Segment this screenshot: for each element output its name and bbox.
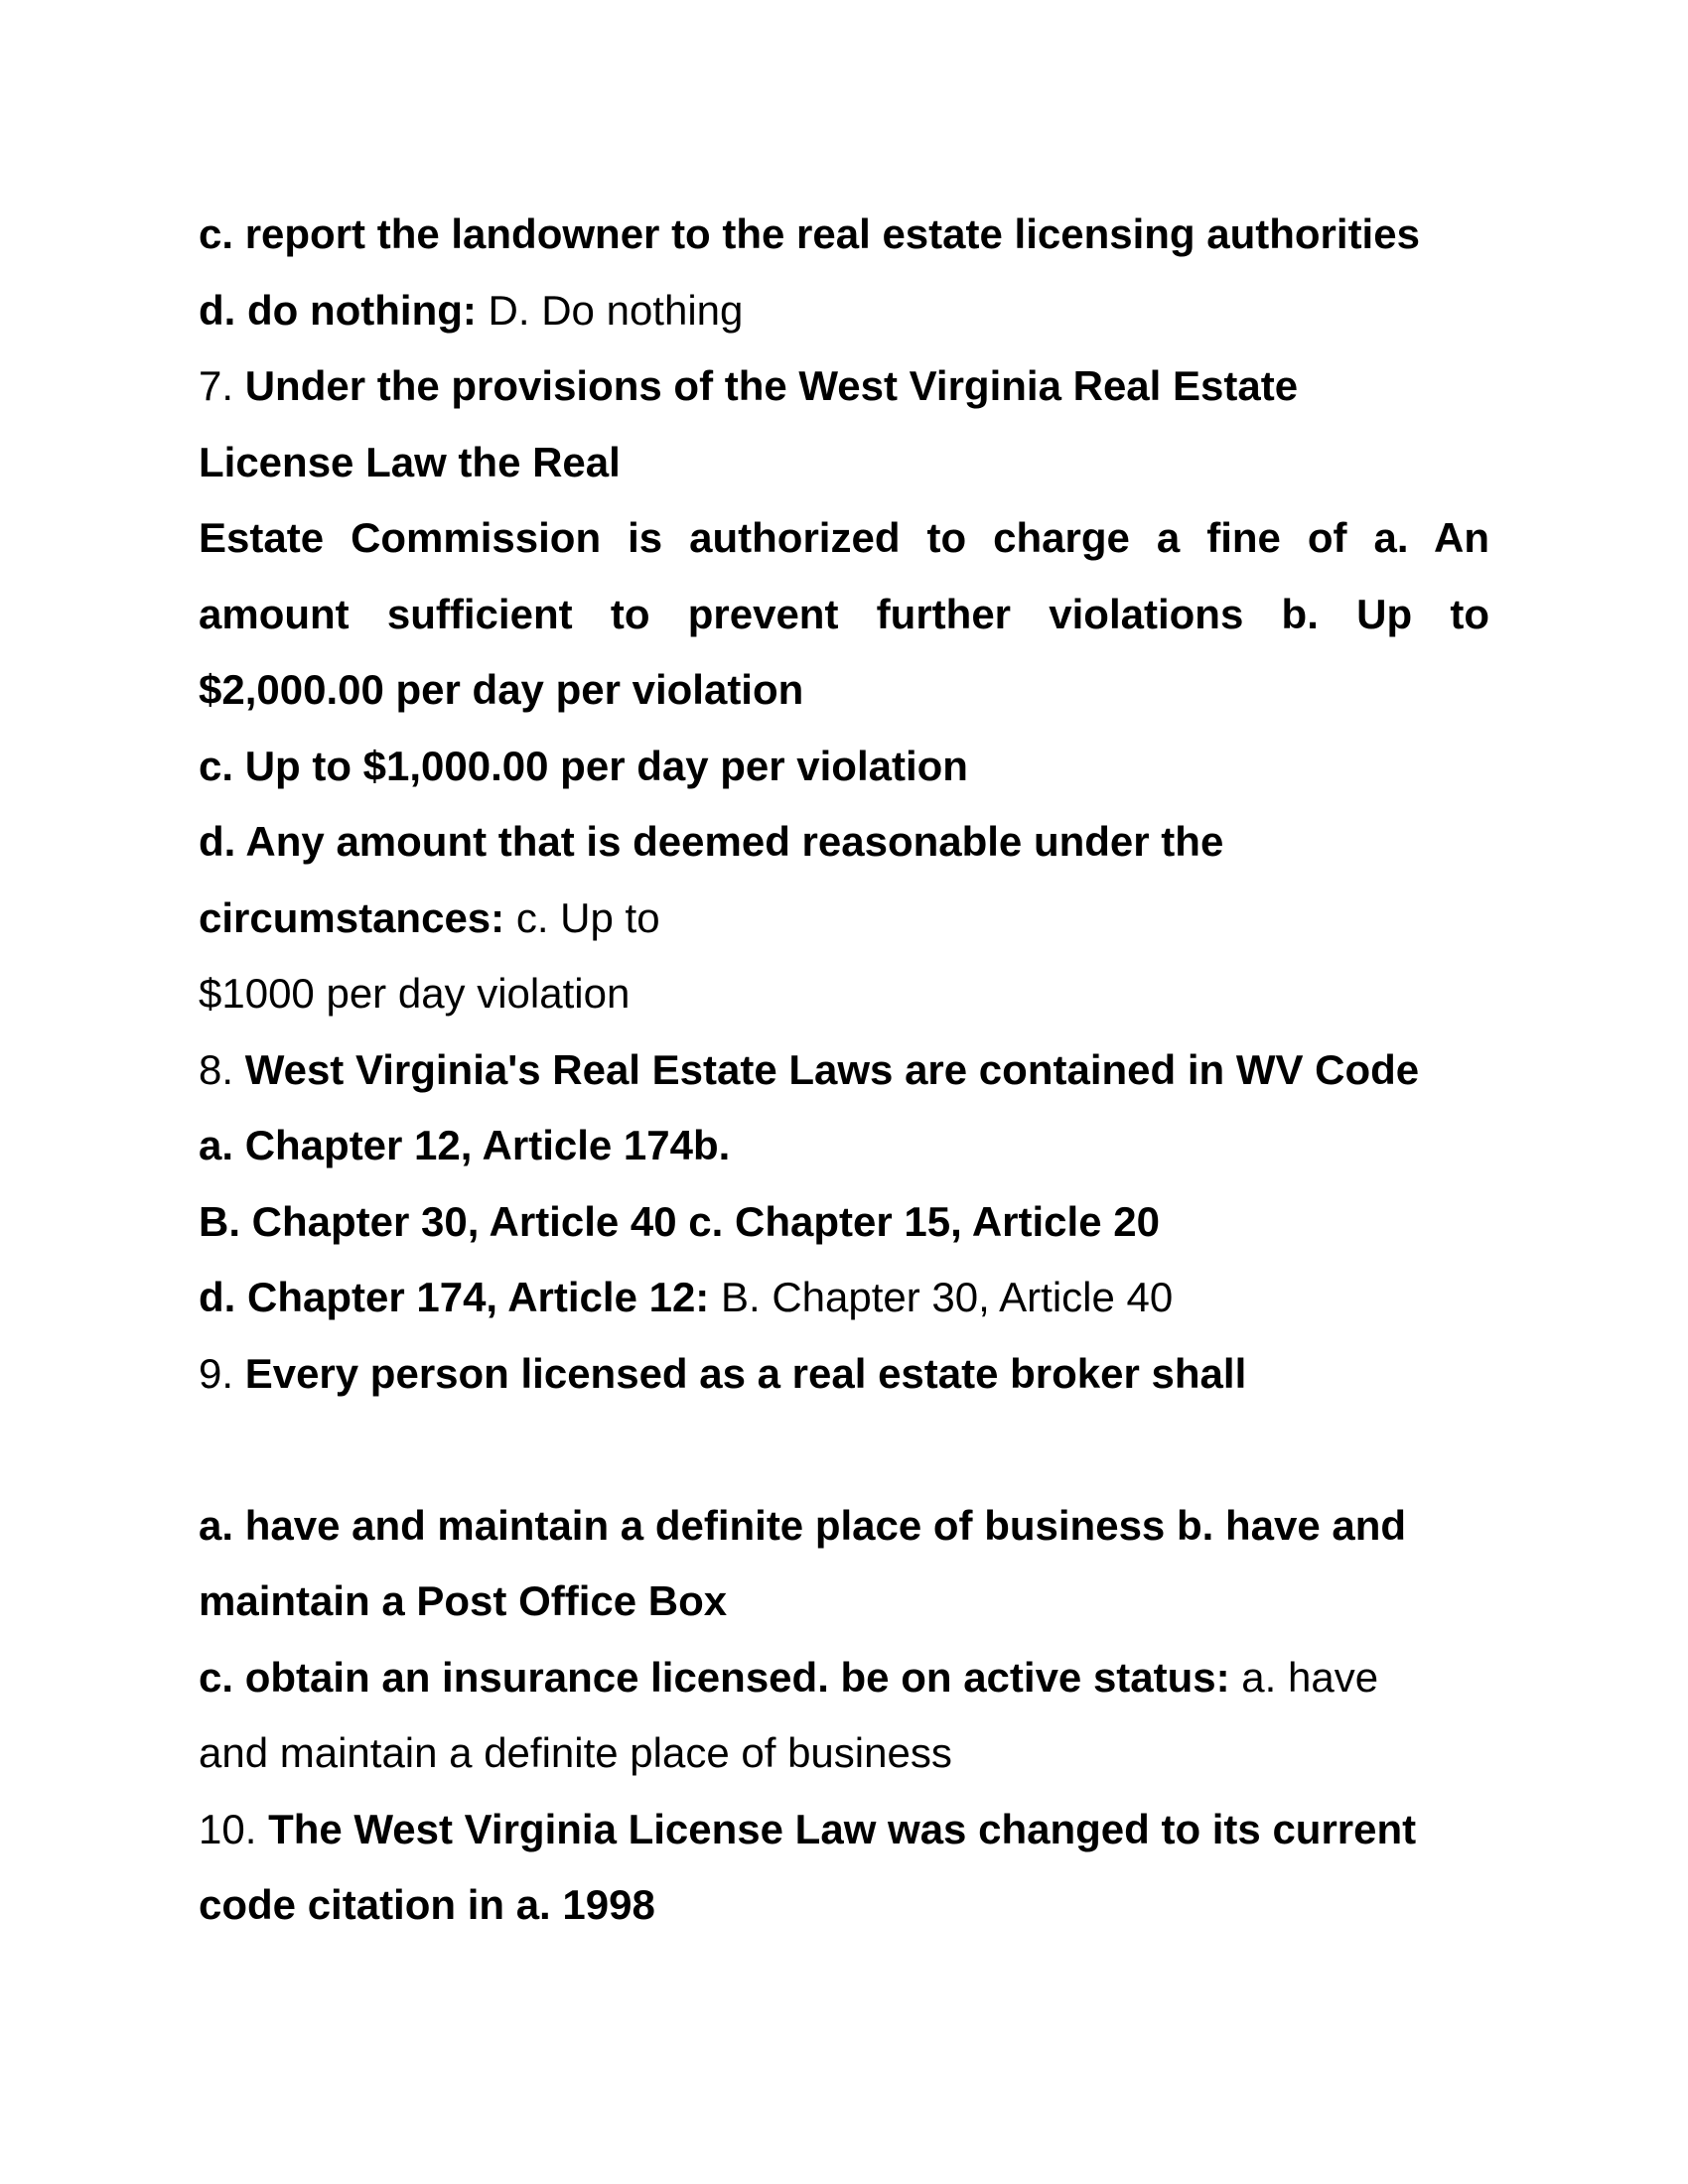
option-text: circumstances: [199,893,505,941]
question-text: Every person licensed as a real estate broker shall [244,1349,1247,1397]
question-7-option-d [199,804,1489,881]
answer-text: c. Up to [504,893,660,941]
question-10 [199,1792,1489,1868]
question-number: 7. [199,362,245,409]
answer-text: B. Chapter 30, Article 40 [709,1274,1174,1320]
answer-text: and maintain a definite place of business [199,1729,952,1776]
question-7-options-b [199,577,1489,653]
answer-text: a. have [1229,1653,1379,1701]
answer-text: $1000 per day violation [199,970,631,1017]
question-number: 9. [199,1349,245,1397]
document-page [199,197,1489,1944]
question-7-option-d-continued [199,881,1489,957]
question-text: License Law the Real [199,438,621,485]
option-text: d. Any amount that is deemed reasonable under the [199,818,1224,865]
question-9 [199,1336,1489,1413]
question-text: West Virginia's Real Estate Laws are contained in WV Code [244,1045,1420,1093]
option-d-do-nothing [199,273,1489,349]
question-7-option-c [199,729,1489,805]
option-c-report-landowner [199,197,1489,273]
question-number: 10. [199,1805,269,1852]
option-text: amount sufficient to prevent further violations b. Up to [199,590,1489,637]
question-7-option-b-continued [199,652,1489,729]
question-7-answer [199,956,1489,1032]
question-8-option-d [199,1260,1489,1336]
question-8 [199,1032,1489,1109]
option-text: a. Chapter 12, Article 174b. [199,1122,731,1168]
option-text: $2,000.00 per day per violation [199,666,804,713]
option-text: d. do nothing: [199,286,477,334]
answer-text: D. Do nothing [476,286,744,334]
option-text: Estate Commission is authorized to charge a fine of a. An [199,514,1489,561]
question-text: Under the provisions of the West Virginia Real Estate [244,362,1299,409]
option-text: B. Chapter 30, Article 40 c. Chapter 15, Article 20 [199,1197,1160,1245]
question-8-options-b-c [199,1184,1489,1261]
question-9-options-a-b [199,1488,1489,1565]
question-9-answer [199,1715,1489,1792]
question-9-option-b-continued [199,1564,1489,1640]
question-8-option-a [199,1108,1489,1184]
question-text: code citation in a. 1998 [199,1881,655,1928]
question-text: The West Virginia License Law was changed to its current [268,1805,1417,1852]
option-text: maintain a Post Office Box [199,1577,728,1624]
question-10-continued [199,1867,1489,1944]
question-7 [199,348,1489,425]
option-text: c. report the landowner to the real estate licensing authorities [199,210,1420,257]
option-text: d. Chapter 174, Article 12: [199,1274,710,1320]
question-7-options-a [199,500,1489,577]
question-7-continued [199,425,1489,501]
option-text: a. have and maintain a definite place of business b. have and [199,1501,1407,1549]
question-number: 8. [199,1045,245,1093]
blank-line [199,1412,1489,1488]
option-text: c. obtain an insurance licensed. be on active status: [199,1653,1230,1701]
option-text: c. Up to $1,000.00 per day per violation [199,742,968,789]
question-9-options-c-d [199,1640,1489,1716]
